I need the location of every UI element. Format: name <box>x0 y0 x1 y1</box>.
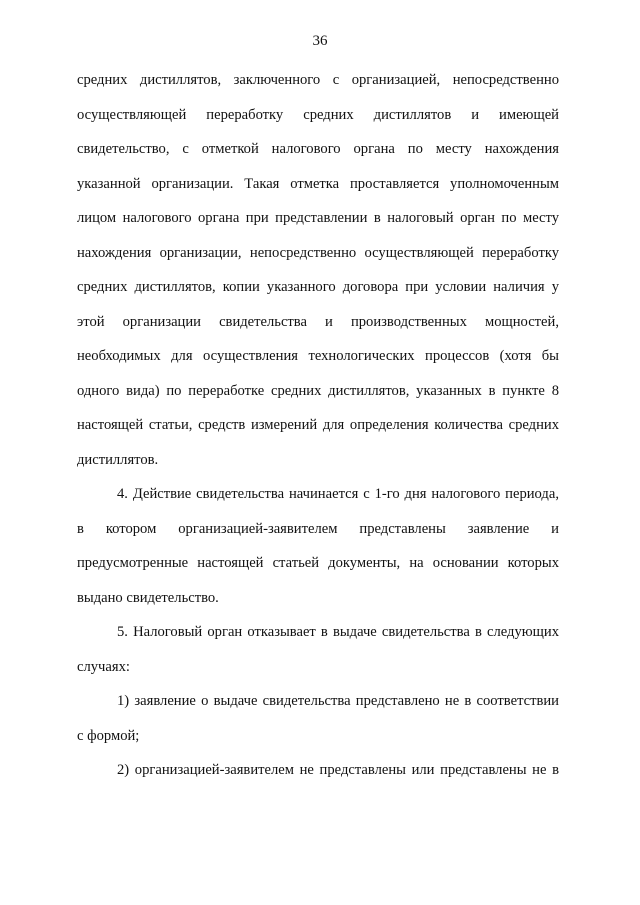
document-body <box>77 68 559 793</box>
text-line: в котором организацией-заявителем представлены заявление и <box>77 520 559 537</box>
paragraph-subitem-2 <box>77 758 559 793</box>
paragraph-item-5 <box>77 620 559 689</box>
paragraph-item-4 <box>77 482 559 620</box>
text-line: этой организации свидетельства и производственных мощностей, <box>77 313 559 330</box>
text-line: свидетельство, с отметкой налогового органа по месту нахождения <box>77 141 559 157</box>
text-line: выдано свидетельство. <box>77 589 219 606</box>
text-line: необходимых для осуществления технологических процессов (хотя бы <box>77 348 559 364</box>
text-line: указанной организации. Такая отметка проставляется уполномоченным <box>77 175 559 192</box>
text-line: 2) организацией-заявителем не представлены или представлены не в <box>117 762 559 778</box>
text-line: случаях: <box>77 658 130 675</box>
text-line: предусмотренные настоящей статьей документы, на основании которых <box>77 555 559 571</box>
text-line: нахождения организации, непосредственно осуществляющей переработку <box>77 244 559 261</box>
text-line: одного вида) по переработке средних дистиллятов, указанных в пункте 8 <box>77 382 559 399</box>
text-line: средних дистиллятов, заключенного с организацией, непосредственно <box>77 72 559 88</box>
page-number: 36 <box>312 33 328 49</box>
text-line: лицом налогового органа при представлении в налоговый орган по месту <box>77 210 559 226</box>
paragraph-subitem-1 <box>77 689 559 758</box>
text-line: дистиллятов. <box>77 451 159 468</box>
text-line: 5. Налоговый орган отказывает в выдаче свидетельства в следующих <box>117 624 559 640</box>
text-line: 4. Действие свидетельства начинается с 1-го дня налогового периода, <box>117 486 559 502</box>
text-line: настоящей статьи, средств измерений для определения количества средних <box>77 417 559 433</box>
text-line: средних дистиллятов, копии указанного договора при условии наличия у <box>77 279 559 295</box>
text-line: 1) заявление о выдаче свидетельства представлено не в соответствии <box>117 693 559 709</box>
text-line: осуществляющей переработку средних дистиллятов и имеющей <box>77 106 559 123</box>
text-line: с формой; <box>77 727 140 744</box>
paragraph-continuation <box>77 68 559 482</box>
